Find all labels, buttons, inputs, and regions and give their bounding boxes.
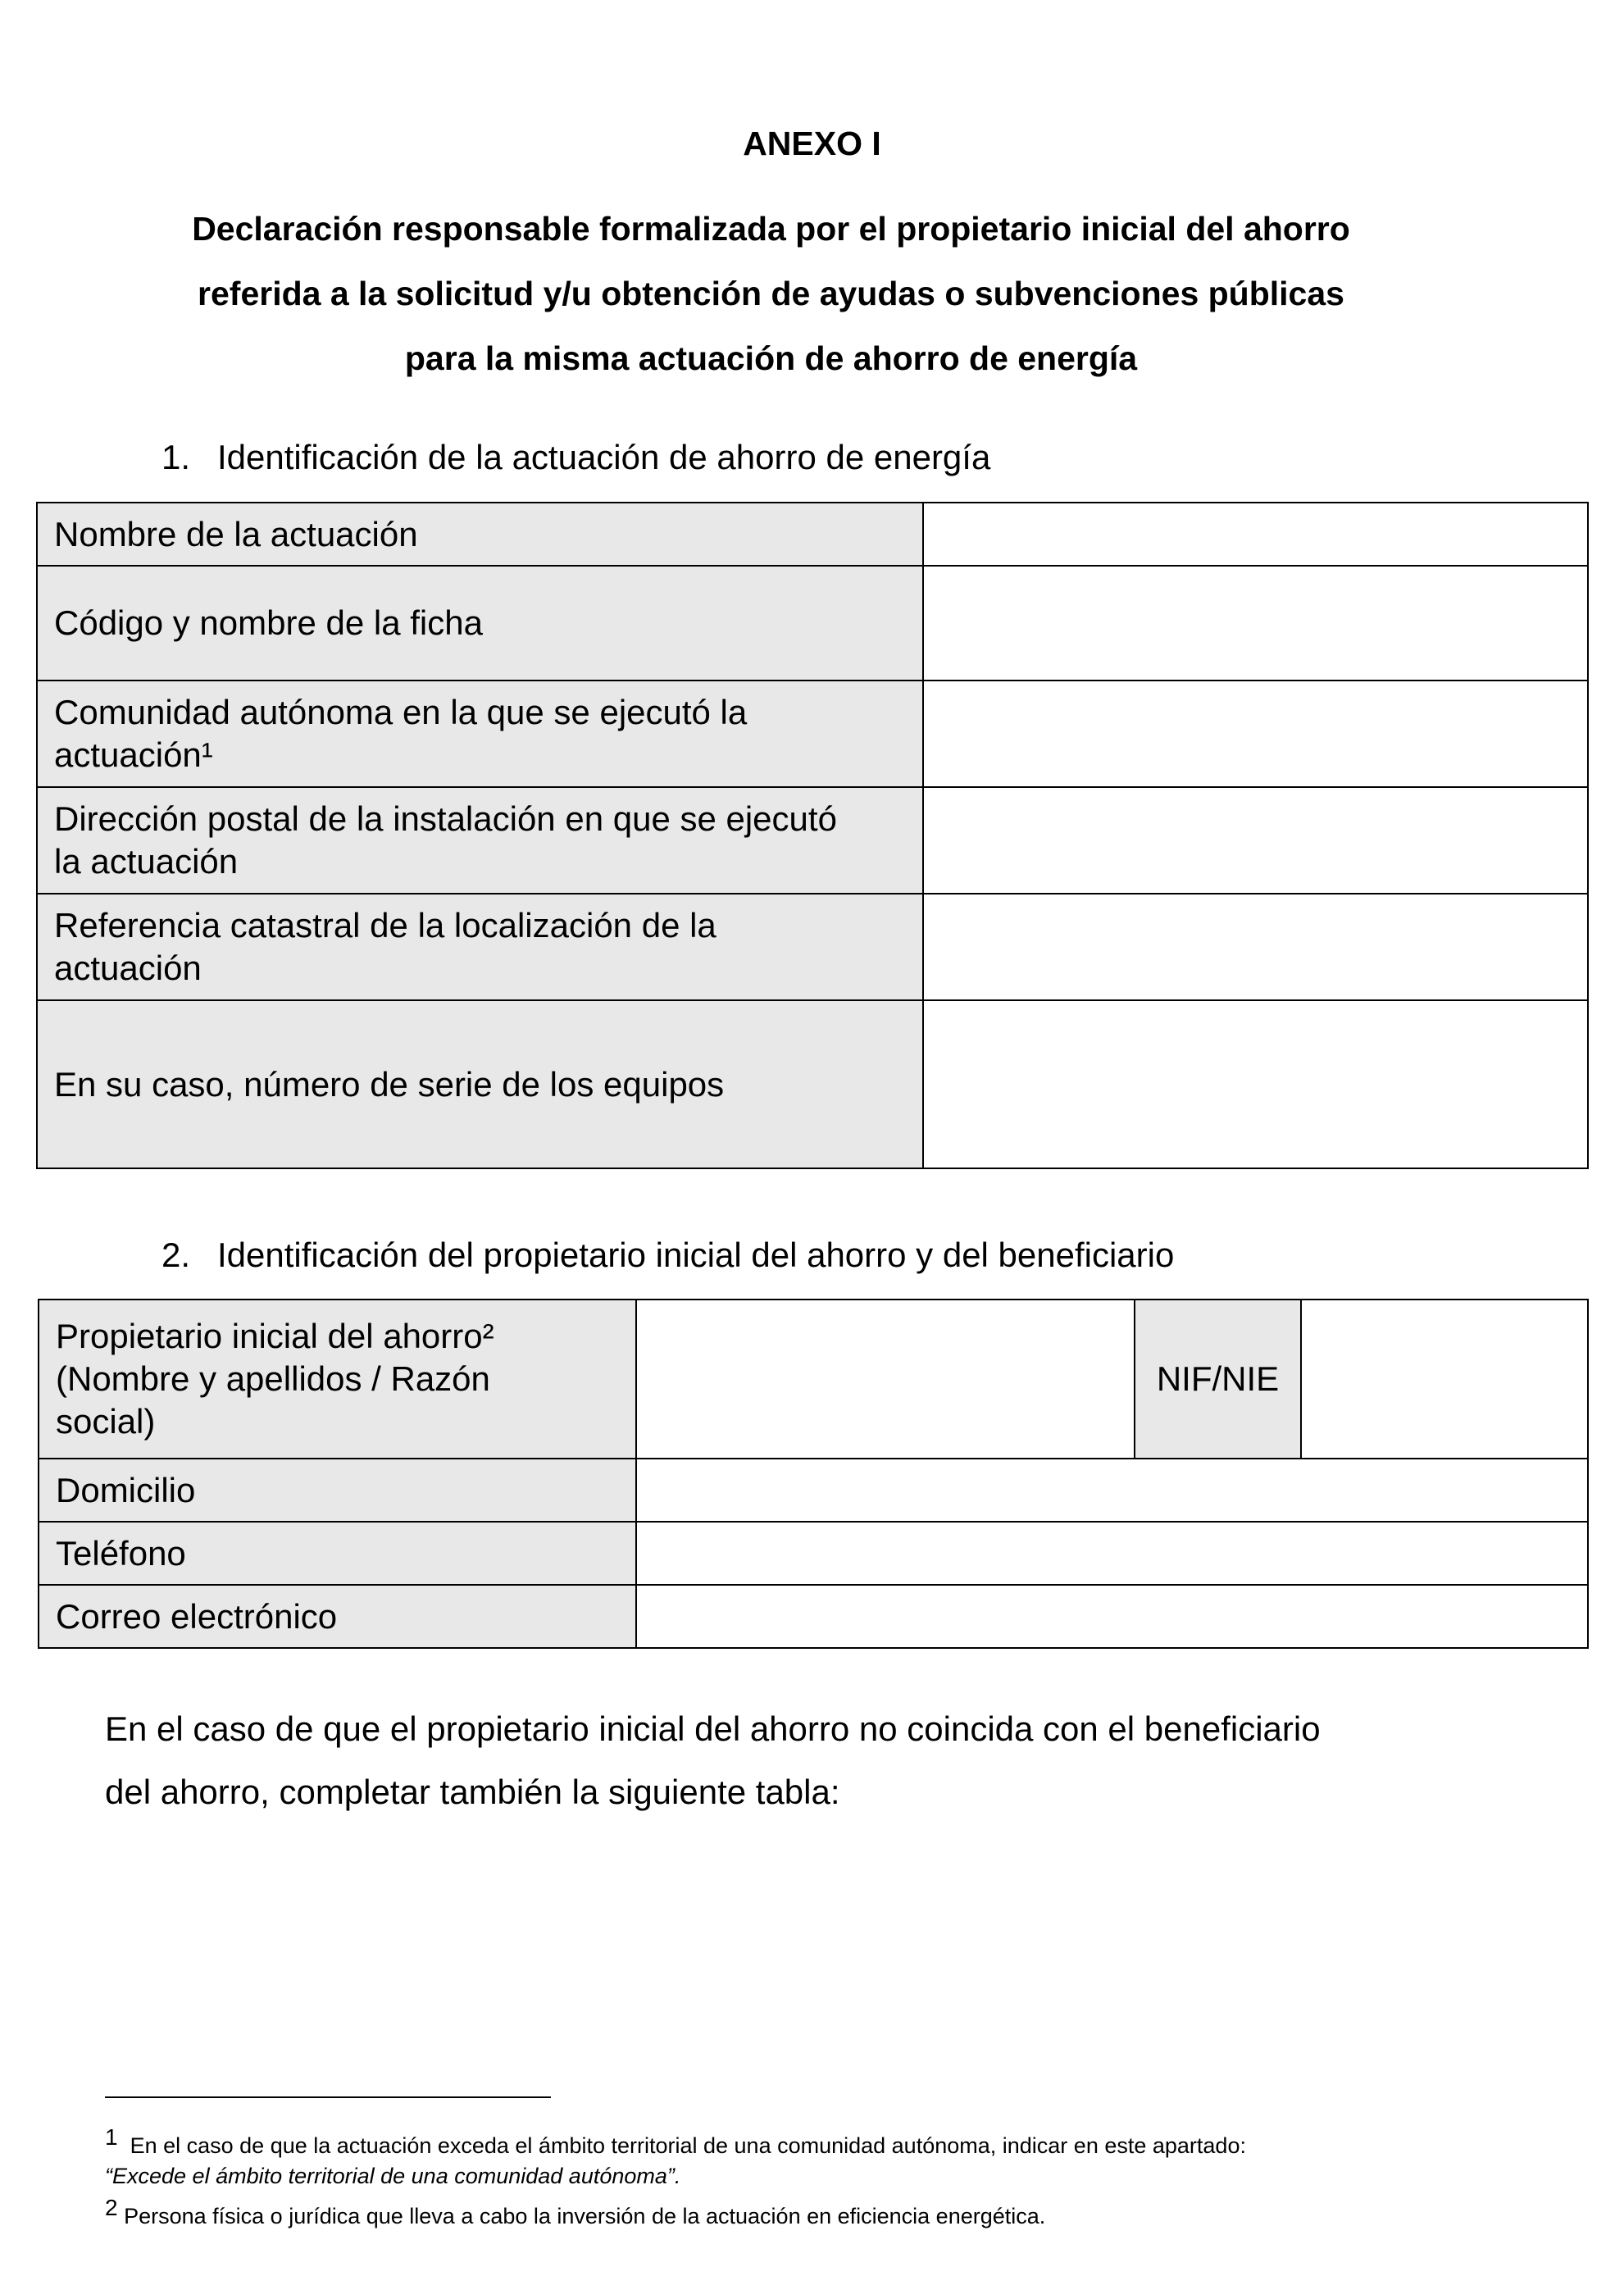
field-label-address: Domicilio: [39, 1459, 636, 1522]
label-line: Nombre de la actuación: [54, 514, 418, 553]
table-row: [39, 1459, 1588, 1522]
label-line: Dirección postal de la instalación en que se ejecutó: [54, 799, 837, 838]
owner-identification-table: [38, 1299, 1589, 1649]
annex-title: ANEXO I: [743, 125, 881, 162]
table-row: [39, 1585, 1588, 1648]
label-line: actuación¹: [54, 735, 213, 774]
section-title: Identificación del propietario inicial del ahorro y del beneficiario: [217, 1236, 1175, 1274]
footnote-2: [105, 2192, 1433, 2232]
field-label-nif-nie: [1135, 1300, 1301, 1459]
footnote-1: [105, 2122, 1433, 2192]
subtitle-line: referida a la solicitud y/u obtención de ayudas o subvenciones públicas: [198, 275, 1344, 312]
table-row: [37, 681, 1588, 787]
subtitle-line: Declaración responsable formalizada por el propietario inicial del ahorro: [192, 210, 1350, 248]
serial-number-input[interactable]: [923, 1000, 1588, 1168]
label-line: actuación: [54, 949, 202, 987]
footnote-mark: 1: [105, 2124, 118, 2150]
field-label-serial-number: [37, 1000, 923, 1168]
nif-nie-input[interactable]: [1301, 1300, 1588, 1459]
postal-address-input[interactable]: [923, 787, 1588, 894]
paragraph-line: En el caso de que el propietario inicial del ahorro no coincida con el beneficiario: [105, 1709, 1321, 1748]
table-row: [37, 787, 1588, 894]
document-subtitle: [123, 197, 1419, 391]
section-number: 1.: [161, 438, 191, 476]
label-line: la actuación: [54, 842, 239, 881]
section-title: Identificación de la actuación de ahorro de energía: [217, 438, 991, 476]
field-label-autonomous-community: [37, 681, 923, 787]
address-input[interactable]: [636, 1459, 1588, 1522]
section-1-heading: [161, 438, 990, 477]
table-row: [39, 1522, 1588, 1585]
field-label-form-code: [37, 566, 923, 681]
table-row: [37, 566, 1588, 681]
action-name-input[interactable]: [923, 503, 1588, 566]
field-label-postal-address: [37, 787, 923, 894]
footnote-line: [105, 2122, 1433, 2161]
phone-input[interactable]: [636, 1522, 1588, 1585]
footnote-text: En el caso de que la actuación exceda el ámbito territorial de una comunidad autónoma, indicar en este apartado:: [130, 2133, 1246, 2158]
form-code-input[interactable]: [923, 566, 1588, 681]
label-line: social): [56, 1402, 156, 1441]
footnote-text: Persona física o jurídica que lleva a cabo la inversión de la actuación en eficiencia energética.: [124, 2204, 1046, 2228]
field-label-phone: Teléfono: [39, 1522, 636, 1585]
label-line: (Nombre y apellidos / Razón: [56, 1359, 490, 1398]
label-line: Propietario inicial del ahorro²: [56, 1317, 494, 1355]
paragraph-line: del ahorro, completar también la siguiente tabla:: [105, 1773, 840, 1811]
email-input[interactable]: [636, 1585, 1588, 1648]
subtitle-line: para la misma actuación de ahorro de energía: [404, 339, 1138, 377]
action-identification-table: [36, 502, 1589, 1169]
autonomous-community-input[interactable]: [923, 681, 1588, 787]
table-row: [39, 1300, 1588, 1459]
cadastral-reference-input[interactable]: [923, 894, 1588, 1000]
nif-label-text: NIF/NIE: [1156, 1359, 1280, 1398]
table-row: [37, 1000, 1588, 1168]
field-label-cadastral-reference: [37, 894, 923, 1000]
field-label-email: Correo electrónico: [39, 1585, 636, 1648]
label-line: Código y nombre de la ficha: [54, 603, 483, 642]
label-line: En su caso, número de serie de los equipos: [54, 1064, 725, 1104]
footnote-divider: [105, 2096, 551, 2098]
field-label-initial-owner: [39, 1300, 636, 1459]
footnote-quote: “Excede el ámbito territorial de una comunidad autónoma”.: [105, 2164, 681, 2188]
instruction-paragraph: [105, 1697, 1499, 1823]
initial-owner-input[interactable]: [636, 1300, 1135, 1459]
field-label-action-name: [37, 503, 923, 566]
table-row: [37, 503, 1588, 566]
label-line: Referencia catastral de la localización de la: [54, 906, 716, 945]
section-number: 2.: [161, 1236, 191, 1274]
table-row: [37, 894, 1588, 1000]
section-2-heading: [161, 1236, 1174, 1275]
label-line: Comunidad autónoma en la que se ejecutó la: [54, 693, 748, 731]
footnote-mark: 2: [105, 2195, 118, 2220]
